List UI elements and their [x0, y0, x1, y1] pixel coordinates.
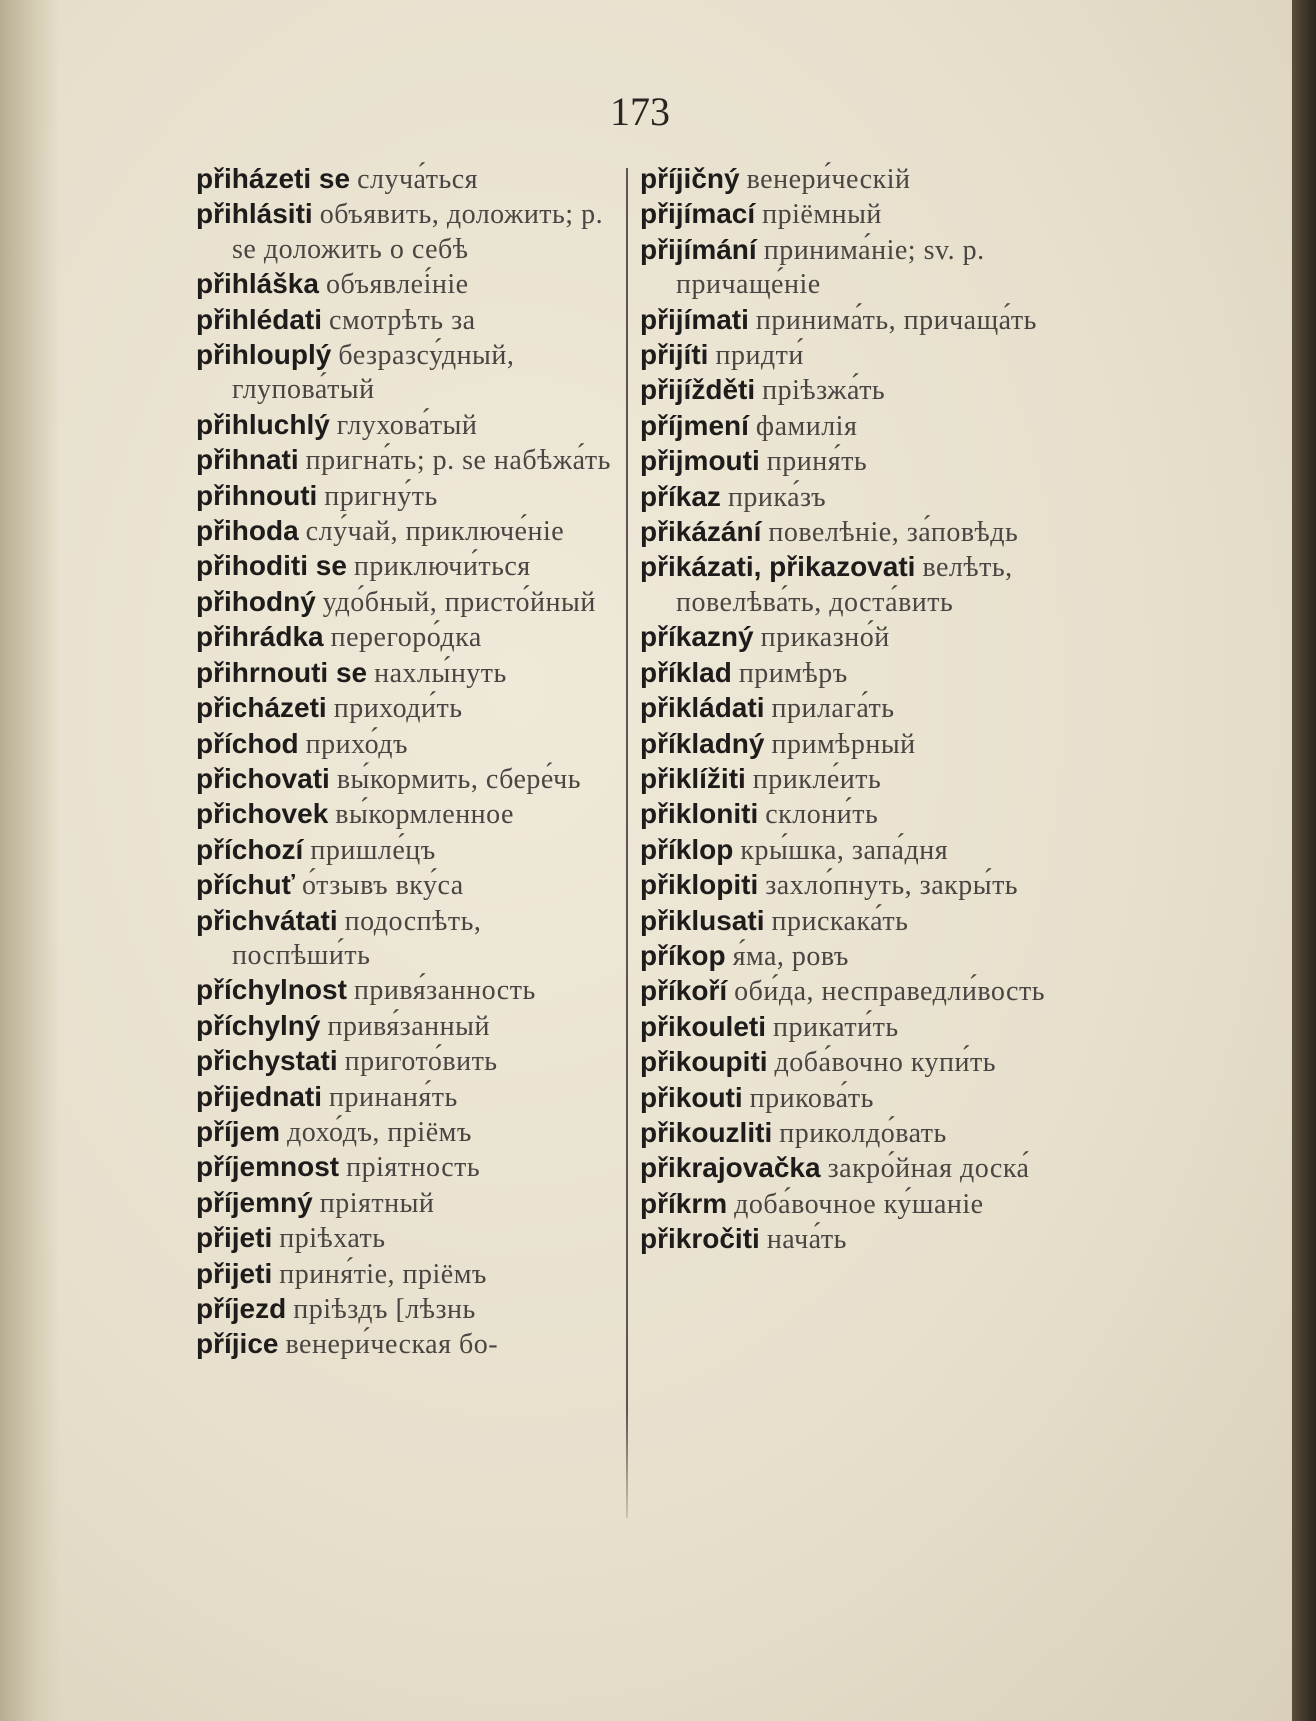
dictionary-entry: [640, 1116, 1060, 1151]
book-edge: [1292, 0, 1316, 1721]
dictionary-entry: [196, 549, 616, 584]
dictionary-entry: [640, 338, 1060, 373]
entry-translation: велѣть, повелѣва́ть, доста́вить: [676, 552, 1013, 618]
entry-translation: удо́бный, присто́йный: [322, 586, 596, 618]
dictionary-entry: [640, 727, 1060, 762]
dictionary-entry: [640, 904, 1060, 939]
entry-translation: приходи́ть: [333, 693, 463, 725]
entry-translation: привя́занный: [327, 1010, 490, 1042]
entry-translation: захло́пнуть, закры́ть: [765, 870, 1019, 902]
dictionary-entry: [196, 1044, 616, 1079]
dictionary-entry: [196, 1221, 616, 1256]
entry-headword: přihlédati: [196, 303, 323, 335]
entry-translation: пріѣзжа́ть: [762, 375, 886, 407]
dictionary-entry: [196, 1292, 616, 1327]
column-divider: [626, 168, 628, 1518]
dictionary-entry: [196, 1186, 616, 1221]
dictionary-entry: [640, 620, 1060, 655]
dictionary-entry: [640, 1151, 1060, 1186]
entry-headword: přiklusati: [640, 904, 765, 936]
entry-translation: вы́кормленное: [335, 799, 514, 831]
dictionary-entry: [640, 656, 1060, 691]
dictionary-entry: [196, 408, 616, 443]
dictionary-entry: [196, 162, 616, 197]
dictionary-entry: [196, 868, 616, 903]
entry-headword: přikázání: [640, 516, 762, 548]
dictionary-entry: [196, 585, 616, 620]
entry-headword: příchod: [196, 727, 299, 759]
entry-headword: přijednati: [196, 1080, 323, 1112]
dictionary-entry: [196, 1327, 616, 1362]
entry-headword: přikládati: [640, 692, 765, 724]
dictionary-entry: [196, 973, 616, 1008]
entry-translation: венери́ческая бо-: [285, 1329, 499, 1361]
entry-translation: принима́ніе; sv. р. причаще́ніе: [676, 234, 985, 301]
dictionary-entry: [196, 904, 616, 974]
dictionary-entry: [640, 233, 1060, 303]
entry-translation: пришле́цъ: [310, 834, 436, 866]
dictionary-entry: [196, 1257, 616, 1292]
dictionary-entry: [196, 656, 616, 691]
entry-headword: příjmení: [640, 409, 749, 441]
dictionary-entry: [640, 1010, 1060, 1045]
page-number: 173: [610, 89, 670, 134]
entry-headword: příchuť: [196, 869, 295, 901]
dictionary-entry: [196, 833, 616, 868]
entry-translation: пригна́ть; р. se набѣжа́ть: [305, 445, 611, 477]
dictionary-entry: [640, 515, 1060, 550]
entry-headword: přijmouti: [640, 445, 760, 477]
entry-translation: дохо́дъ, пріёмъ: [287, 1116, 472, 1148]
entry-translation: пріятный: [319, 1187, 435, 1219]
entry-headword: přihodný: [196, 585, 316, 617]
entry-headword: přicházeti: [196, 692, 327, 724]
entry-headword: příklop: [640, 833, 734, 865]
entry-translation: склони́ть: [765, 799, 879, 831]
dictionary-entry: [640, 162, 1060, 197]
entry-translation: кры́шка, запа́дня: [740, 834, 949, 866]
dictionary-entry: [196, 303, 616, 338]
entry-headword: přihláška: [196, 268, 319, 300]
entry-translation: оби́да, несправедли́вость: [734, 976, 1045, 1008]
dictionary-entry: [196, 514, 616, 549]
entry-translation: пріятность: [346, 1152, 481, 1184]
entry-translation: я́ма, ровъ: [732, 940, 849, 972]
dictionary-entry: [196, 197, 616, 267]
entry-headword: příjičný: [640, 163, 740, 194]
entry-headword: přichovati: [196, 762, 330, 794]
entry-translation: нахлы́нуть: [374, 657, 507, 689]
entry-headword: přihlouplý: [196, 339, 332, 371]
entry-headword: přihrádka: [196, 621, 324, 653]
entry-headword: přikrajovačka: [640, 1152, 821, 1184]
entry-headword: přijeti: [196, 1222, 273, 1254]
entry-translation: прика́зъ: [727, 481, 827, 513]
entry-translation: привя́занность: [353, 975, 536, 1007]
entry-headword: přijímání: [640, 233, 757, 265]
entry-translation: о́тзывъ вку́са: [301, 870, 464, 902]
dictionary-entry: [196, 1080, 616, 1115]
dictionary-entry: [640, 939, 1060, 974]
dictionary-entry: [196, 797, 616, 832]
entry-translation: приколдо́вать: [779, 1117, 947, 1149]
dictionary-entry: [640, 480, 1060, 515]
entry-translation: прискака́ть: [771, 905, 909, 937]
dictionary-entry: [640, 1081, 1060, 1116]
entry-headword: přihlásiti: [196, 198, 313, 230]
entry-headword: příjice: [196, 1328, 279, 1360]
entry-translation: глухова́тый: [336, 409, 478, 441]
entry-translation: принима́ть, причаща́ть: [755, 304, 1037, 336]
entry-headword: přichvátati: [196, 904, 338, 936]
entry-headword: přijížděti: [640, 374, 756, 406]
dictionary-entry: [196, 443, 616, 478]
entry-headword: příkazný: [640, 621, 754, 653]
entry-headword: přihluchlý: [196, 408, 330, 440]
entry-headword: přijeti: [196, 1257, 273, 1289]
entry-translation: безразсу́дный, глупова́тый: [232, 340, 515, 406]
dictionary-entry: [196, 1150, 616, 1185]
entry-translation: пригото́вить: [344, 1046, 498, 1078]
entry-headword: přijímací: [640, 198, 756, 230]
dictionary-entry: [640, 691, 1060, 726]
entry-translation: фамилія: [755, 410, 858, 442]
entry-translation: перегоро́дка: [330, 622, 482, 654]
entry-translation: прилага́ть: [771, 693, 895, 725]
entry-translation: пріѣздъ [лѣзнь: [293, 1294, 476, 1325]
dictionary-entry: [196, 338, 616, 408]
entry-headword: příkoří: [640, 975, 728, 1007]
entry-headword: přichystati: [196, 1045, 338, 1077]
entry-translation: приключи́ться: [353, 551, 531, 583]
entry-headword: přikouzliti: [640, 1116, 773, 1148]
dictionary-entry: [640, 444, 1060, 479]
dictionary-entry: [196, 267, 616, 302]
dictionary-entry: [196, 691, 616, 726]
entry-translation: прикле́ить: [752, 763, 882, 795]
entry-headword: přihnouti: [196, 479, 318, 511]
entry-translation: венери́ческій: [746, 164, 911, 195]
entry-headword: příjem: [196, 1115, 281, 1147]
entry-translation: пригну́ть: [324, 480, 438, 512]
entry-translation: слу́чай, приключе́ніе: [305, 516, 565, 548]
entry-translation: прихо́дъ: [305, 728, 408, 760]
entry-headword: příjemný: [196, 1186, 313, 1218]
entry-headword: přihnati: [196, 444, 299, 476]
entry-headword: příchozí: [196, 833, 304, 865]
dictionary-entry: [640, 868, 1060, 903]
entry-translation: подоспѣть, поспѣши́ть: [232, 905, 482, 971]
dictionary-entry: [640, 1187, 1060, 1222]
entry-headword: příkrm: [640, 1187, 728, 1219]
dictionary-entry: [196, 620, 616, 655]
entry-headword: přichovek: [196, 798, 329, 830]
entry-translation: нача́ть: [766, 1224, 847, 1256]
dictionary-entry: [640, 797, 1060, 832]
entry-translation: прикова́ть: [749, 1082, 874, 1114]
dictionary-entry: [640, 303, 1060, 338]
dictionary-entry: [640, 833, 1060, 868]
left-column: [196, 162, 616, 1363]
dictionary-entry: [640, 762, 1060, 797]
dictionary-entry: [640, 1222, 1060, 1257]
entry-headword: příchylný: [196, 1009, 321, 1041]
entry-translation: примѣръ: [738, 657, 848, 689]
dictionary-entry: [196, 479, 616, 514]
entry-headword: příjezd: [196, 1293, 287, 1324]
entry-headword: přihoditi se: [196, 550, 347, 582]
entry-headword: přiklopiti: [640, 869, 759, 901]
entry-translation: закро́йная доска́: [827, 1153, 1030, 1185]
entry-headword: přikloniti: [640, 798, 759, 830]
entry-headword: přijímati: [640, 303, 749, 335]
entry-headword: příkladný: [640, 727, 765, 759]
dictionary-entry: [196, 727, 616, 762]
entry-translation: вы́кормить, сбере́чь: [336, 763, 581, 795]
entry-headword: přiklížiti: [640, 762, 746, 794]
entry-headword: přikoupiti: [640, 1046, 768, 1078]
entry-headword: přikouleti: [640, 1010, 767, 1042]
entry-translation: приказно́й: [760, 622, 890, 654]
entry-translation: случа́ться: [357, 164, 479, 195]
entry-translation: объявлеі́ніе: [325, 269, 469, 301]
entry-translation: принаня́ть: [329, 1081, 458, 1113]
dictionary-entry: [640, 1045, 1060, 1080]
entry-headword: přikouti: [640, 1081, 743, 1113]
dictionary-entry: [196, 762, 616, 797]
right-column: [640, 162, 1060, 1258]
entry-headword: přihoda: [196, 515, 299, 547]
entry-headword: příklad: [640, 656, 732, 688]
entry-headword: přiházeti se: [196, 163, 351, 194]
entry-translation: приня́ть: [766, 446, 868, 478]
entry-translation: приня́тіе, пріёмъ: [279, 1258, 487, 1290]
entry-translation: смотрѣть за: [329, 304, 476, 336]
dictionary-entry: [196, 1009, 616, 1044]
dictionary-entry: [196, 1115, 616, 1150]
dictionary-entry: [640, 373, 1060, 408]
entry-headword: příkaz: [640, 480, 721, 512]
entry-translation: пріёмный: [762, 199, 882, 231]
entry-translation: примѣрный: [771, 728, 916, 760]
dictionary-entry: [640, 974, 1060, 1009]
dictionary-entry: [640, 409, 1060, 444]
entry-translation: прикати́ть: [773, 1011, 899, 1043]
entry-translation: пріѣхать: [279, 1223, 386, 1255]
entry-translation: объявить, доложить; р. se доложить о себѣ: [232, 199, 604, 265]
dictionary-entry: [640, 550, 1060, 620]
entry-headword: příjemnost: [196, 1151, 340, 1183]
entry-translation: доба́вочно купи́ть: [774, 1047, 997, 1079]
entry-headword: příchylnost: [196, 974, 347, 1006]
entry-translation: придти́: [715, 340, 804, 372]
entry-translation: повелѣніе, за́повѣдь: [768, 517, 1019, 549]
entry-headword: příkop: [640, 939, 726, 971]
entry-headword: přikázati, přikazovati: [640, 551, 916, 583]
entry-translation: доба́вочное ку́шаніе: [734, 1188, 984, 1220]
entry-headword: přijíti: [640, 339, 709, 371]
entry-headword: přihrnouti se: [196, 656, 368, 688]
dictionary-entry: [640, 197, 1060, 232]
entry-headword: přikročiti: [640, 1223, 760, 1255]
